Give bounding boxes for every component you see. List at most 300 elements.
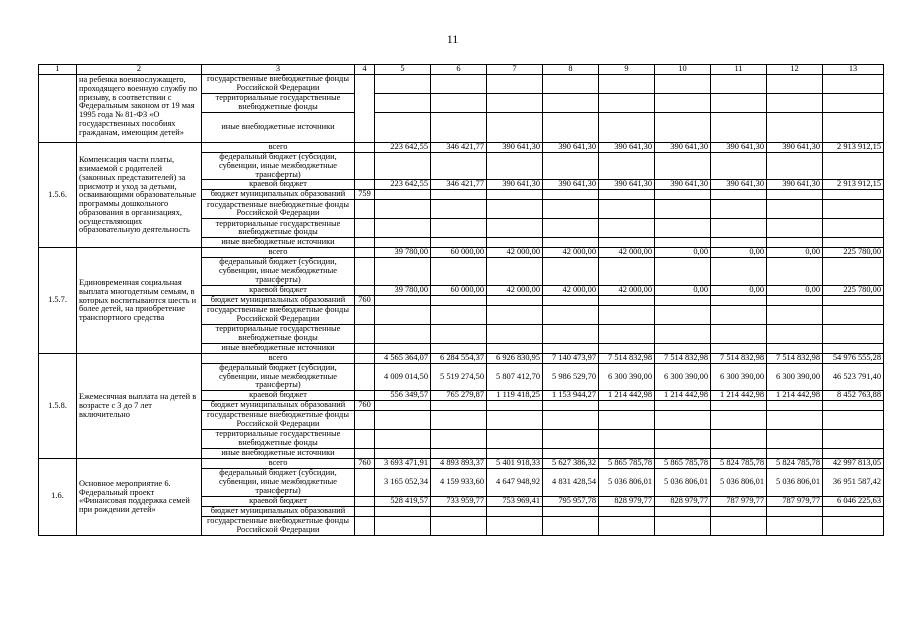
value-cell: [375, 449, 431, 459]
value-cell: 5 519 274,50: [431, 363, 487, 390]
value-cell: [375, 219, 431, 238]
value-cell: [599, 295, 655, 305]
value-cell: [711, 449, 767, 459]
value-cell: [431, 305, 487, 324]
code-cell: 760: [355, 295, 375, 305]
value-cell: [543, 516, 599, 535]
code-cell: [355, 248, 375, 258]
value-cell: [431, 75, 487, 94]
value-cell: 42 000,00: [599, 248, 655, 258]
funding-source: краевой бюджет: [202, 496, 355, 506]
value-cell: [655, 305, 711, 324]
value-cell: [543, 324, 599, 343]
value-cell: [711, 238, 767, 248]
value-cell: [487, 295, 543, 305]
value-cell: [655, 113, 711, 143]
header-cell: 5: [375, 65, 431, 75]
item-number: 1.6.: [39, 459, 77, 535]
code-cell: [355, 506, 375, 516]
header-cell: 9: [599, 65, 655, 75]
value-cell: [487, 324, 543, 343]
funding-source: краевой бюджет: [202, 391, 355, 401]
total-cell: [823, 411, 884, 430]
value-cell: [431, 190, 487, 200]
value-cell: [543, 401, 599, 411]
funding-source: государственные внебюджетные фонды Российской Федерации: [202, 75, 355, 94]
value-cell: 223 642,55: [375, 143, 431, 153]
value-cell: [431, 411, 487, 430]
value-cell: 42 000,00: [599, 285, 655, 295]
header-cell: 2: [77, 65, 202, 75]
item-description: Компенсация части платы, взимаемой с родителей (законных представителей) за присмотр и уход за детьми, осваивающими образовательные программы дошкольного образования в организациях, осуществляющих образовательную деятельность: [77, 143, 202, 248]
value-cell: [599, 305, 655, 324]
budget-table: [38, 64, 884, 536]
value-cell: 390 641,30: [543, 143, 599, 153]
value-cell: 0,00: [711, 248, 767, 258]
total-cell: 54 976 555,28: [823, 353, 884, 363]
value-cell: 390 641,30: [711, 143, 767, 153]
value-cell: [431, 430, 487, 449]
funding-source: бюджет муниципальных образований: [202, 295, 355, 305]
value-cell: 7 514 832,98: [767, 353, 823, 363]
funding-source: краевой бюджет: [202, 285, 355, 295]
value-cell: [487, 506, 543, 516]
code-cell: [355, 343, 375, 353]
total-cell: [823, 516, 884, 535]
value-cell: [599, 506, 655, 516]
value-cell: [431, 449, 487, 459]
value-cell: 6 300 390,00: [767, 363, 823, 390]
value-cell: [711, 153, 767, 180]
total-cell: [823, 506, 884, 516]
total-cell: 42 997 813,05: [823, 459, 884, 469]
value-cell: [487, 430, 543, 449]
value-cell: [711, 516, 767, 535]
value-cell: [431, 113, 487, 143]
code-cell: [355, 238, 375, 248]
value-cell: [767, 153, 823, 180]
value-cell: 828 979,77: [599, 496, 655, 506]
value-cell: 346 421,77: [431, 143, 487, 153]
value-cell: [655, 411, 711, 430]
value-cell: [543, 295, 599, 305]
value-cell: [375, 324, 431, 343]
value-cell: 6 300 390,00: [655, 363, 711, 390]
value-cell: [487, 94, 543, 113]
value-cell: 39 780,00: [375, 248, 431, 258]
value-cell: [823, 94, 884, 113]
value-cell: 0,00: [711, 285, 767, 295]
value-cell: [711, 401, 767, 411]
value-cell: 4 831 428,54: [543, 469, 599, 496]
value-cell: [487, 219, 543, 238]
value-cell: 753 969,41: [487, 496, 543, 506]
total-cell: [823, 343, 884, 353]
value-cell: 7 140 473,97: [543, 353, 599, 363]
value-cell: [767, 430, 823, 449]
code-cell: [355, 143, 375, 153]
value-cell: [487, 343, 543, 353]
code-cell: [355, 305, 375, 324]
value-cell: 6 300 390,00: [711, 363, 767, 390]
item-number: 1.5.6.: [39, 143, 77, 248]
funding-source: всего: [202, 143, 355, 153]
code-cell: 760: [355, 401, 375, 411]
value-cell: [823, 113, 884, 143]
value-cell: 7 514 832,98: [711, 353, 767, 363]
total-cell: [823, 258, 884, 285]
value-cell: [767, 295, 823, 305]
funding-source: бюджет муниципальных образований: [202, 506, 355, 516]
value-cell: 0,00: [655, 248, 711, 258]
total-cell: 225 780,00: [823, 248, 884, 258]
item-description: Ежемесячная выплата на детей в возрасте с 3 до 7 лет включительно: [77, 353, 202, 458]
funding-source: иные внебюджетные источники: [202, 113, 355, 143]
page-number: 11: [446, 32, 459, 46]
value-cell: [767, 343, 823, 353]
value-cell: 390 641,30: [655, 180, 711, 190]
header-cell: 10: [655, 65, 711, 75]
value-cell: 5 865 785,78: [599, 459, 655, 469]
funding-source: федеральный бюджет (субсидии, субвенции, иные межбюджетные трансферты): [202, 469, 355, 496]
value-cell: [487, 153, 543, 180]
value-cell: 5 036 806,01: [711, 469, 767, 496]
value-cell: 60 000,00: [431, 285, 487, 295]
value-cell: 42 000,00: [487, 285, 543, 295]
total-cell: [823, 200, 884, 219]
code-cell: [355, 324, 375, 343]
value-cell: 0,00: [767, 285, 823, 295]
value-cell: [375, 258, 431, 285]
value-cell: [487, 200, 543, 219]
total-cell: [823, 153, 884, 180]
code-cell: [355, 200, 375, 219]
value-cell: [599, 430, 655, 449]
value-cell: 390 641,30: [767, 143, 823, 153]
code-cell: [355, 411, 375, 430]
value-cell: 1 214 442,98: [599, 391, 655, 401]
funding-source: территориальные государственные внебюджетные фонды: [202, 94, 355, 113]
value-cell: [655, 324, 711, 343]
table-row: [39, 248, 884, 258]
value-cell: [655, 449, 711, 459]
value-cell: 39 780,00: [375, 285, 431, 295]
total-cell: [823, 401, 884, 411]
value-cell: [711, 506, 767, 516]
value-cell: [767, 75, 823, 94]
value-cell: 556 349,57: [375, 391, 431, 401]
value-cell: 4 565 364,07: [375, 353, 431, 363]
header-cell: 11: [711, 65, 767, 75]
funding-source: территориальные государственные внебюджетные фонды: [202, 430, 355, 449]
value-cell: 787 979,77: [711, 496, 767, 506]
funding-source: краевой бюджет: [202, 180, 355, 190]
value-cell: [711, 200, 767, 219]
code-cell: [355, 496, 375, 506]
value-cell: [711, 75, 767, 94]
value-cell: [375, 506, 431, 516]
total-cell: 2 913 912,15: [823, 180, 884, 190]
funding-source: всего: [202, 459, 355, 469]
value-cell: [767, 411, 823, 430]
value-cell: [543, 113, 599, 143]
value-cell: 528 419,57: [375, 496, 431, 506]
value-cell: 3 693 471,91: [375, 459, 431, 469]
value-cell: [655, 238, 711, 248]
value-cell: 42 000,00: [543, 285, 599, 295]
value-cell: [767, 200, 823, 219]
value-cell: [767, 238, 823, 248]
code-cell: [355, 285, 375, 295]
value-cell: 787 979,77: [767, 496, 823, 506]
value-cell: [655, 430, 711, 449]
total-cell: [823, 190, 884, 200]
value-cell: [599, 153, 655, 180]
total-cell: 225 780,00: [823, 285, 884, 295]
value-cell: 6 300 390,00: [599, 363, 655, 390]
total-cell: [823, 219, 884, 238]
value-cell: [655, 401, 711, 411]
table-row: [39, 75, 884, 94]
total-cell: [823, 238, 884, 248]
value-cell: [487, 258, 543, 285]
code-cell: 760: [355, 459, 375, 469]
header-cell: 8: [543, 65, 599, 75]
value-cell: [543, 343, 599, 353]
value-cell: 828 979,77: [655, 496, 711, 506]
value-cell: [767, 324, 823, 343]
item-number: 1.5.8.: [39, 353, 77, 458]
code-cell: [355, 153, 375, 180]
value-cell: [767, 258, 823, 285]
value-cell: [711, 94, 767, 113]
value-cell: 0,00: [767, 248, 823, 258]
value-cell: [375, 516, 431, 535]
value-cell: [599, 516, 655, 535]
code-cell: [355, 258, 375, 285]
value-cell: [599, 190, 655, 200]
value-cell: [711, 190, 767, 200]
value-cell: [543, 430, 599, 449]
value-cell: [375, 238, 431, 248]
value-cell: 390 641,30: [767, 180, 823, 190]
total-cell: 8 452 763,88: [823, 391, 884, 401]
value-cell: [767, 219, 823, 238]
funding-source: иные внебюджетные источники: [202, 238, 355, 248]
item-description: Основное мероприятие 6. Федеральный проект «Финансовая поддержка семей при рождении детей»: [77, 459, 202, 535]
value-cell: [431, 153, 487, 180]
funding-source: государственные внебюджетные фонды Российской Федерации: [202, 200, 355, 219]
value-cell: [599, 75, 655, 94]
value-cell: [375, 113, 431, 143]
funding-source: территориальные государственные внебюджетные фонды: [202, 219, 355, 238]
value-cell: [543, 258, 599, 285]
value-cell: 5 627 386,32: [543, 459, 599, 469]
code-cell: [355, 219, 375, 238]
value-cell: 4 159 933,60: [431, 469, 487, 496]
funding-source: бюджет муниципальных образований: [202, 401, 355, 411]
value-cell: [543, 190, 599, 200]
value-cell: [487, 305, 543, 324]
value-cell: 7 514 832,98: [599, 353, 655, 363]
value-cell: [543, 94, 599, 113]
value-cell: [711, 295, 767, 305]
value-cell: 390 641,30: [543, 180, 599, 190]
total-cell: 6 046 225,63: [823, 496, 884, 506]
table-row: [39, 143, 884, 153]
value-cell: [431, 94, 487, 113]
value-cell: [599, 401, 655, 411]
value-cell: [655, 94, 711, 113]
value-cell: [375, 94, 431, 113]
total-cell: [823, 305, 884, 324]
value-cell: 765 279,87: [431, 391, 487, 401]
value-cell: 390 641,30: [711, 180, 767, 190]
value-cell: [543, 305, 599, 324]
code-cell: [355, 469, 375, 496]
funding-source: территориальные государственные внебюджетные фонды: [202, 324, 355, 343]
value-cell: [431, 238, 487, 248]
value-cell: 390 641,30: [487, 143, 543, 153]
code-cell: [355, 449, 375, 459]
value-cell: 223 642,55: [375, 180, 431, 190]
value-cell: [543, 449, 599, 459]
value-cell: 4 009 014,50: [375, 363, 431, 390]
value-cell: [711, 411, 767, 430]
total-cell: 46 523 791,40: [823, 363, 884, 390]
value-cell: [487, 516, 543, 535]
value-cell: 1 214 442,98: [711, 391, 767, 401]
total-cell: [823, 295, 884, 305]
value-cell: [599, 411, 655, 430]
value-cell: 346 421,77: [431, 180, 487, 190]
value-cell: 390 641,30: [487, 180, 543, 190]
value-cell: [767, 449, 823, 459]
funding-source: бюджет муниципальных образований: [202, 190, 355, 200]
value-cell: 6 926 830,95: [487, 353, 543, 363]
value-cell: [711, 258, 767, 285]
value-cell: [375, 411, 431, 430]
value-cell: 5 807 412,70: [487, 363, 543, 390]
value-cell: [711, 324, 767, 343]
value-cell: 390 641,30: [655, 143, 711, 153]
value-cell: [487, 75, 543, 94]
funding-source: федеральный бюджет (субсидии, субвенции, иные межбюджетные трансферты): [202, 363, 355, 390]
value-cell: [655, 75, 711, 94]
funding-source: иные внебюджетные источники: [202, 449, 355, 459]
value-cell: 5 036 806,01: [767, 469, 823, 496]
value-cell: [543, 238, 599, 248]
value-cell: 42 000,00: [543, 248, 599, 258]
item-description: на ребенка военнослужащего, проходящего военную службу по призыву, в соответствии с Федеральным законом от 19 мая 1995 года № 81-ФЗ «О государственных пособиях гражданам, имеющим детей»: [77, 75, 202, 143]
code-cell: [355, 430, 375, 449]
total-cell: [823, 430, 884, 449]
funding-source: федеральный бюджет (субсидии, субвенции, иные межбюджетные трансферты): [202, 153, 355, 180]
value-cell: 6 284 554,37: [431, 353, 487, 363]
value-cell: 3 165 052,34: [375, 469, 431, 496]
value-cell: 5 824 785,78: [711, 459, 767, 469]
value-cell: 390 641,30: [599, 180, 655, 190]
code-cell: [355, 516, 375, 535]
value-cell: [431, 343, 487, 353]
item-description: Единовременная социальная выплата многодетным семьям, в которых воспитываются шесть и более детей, на приобретение транспортного средства: [77, 248, 202, 353]
value-cell: [375, 75, 431, 94]
value-cell: [543, 200, 599, 219]
value-cell: 5 036 806,01: [599, 469, 655, 496]
value-cell: [655, 200, 711, 219]
value-cell: 1 214 442,98: [767, 391, 823, 401]
value-cell: [655, 219, 711, 238]
value-cell: [655, 295, 711, 305]
value-cell: [599, 324, 655, 343]
value-cell: [487, 401, 543, 411]
value-cell: [375, 343, 431, 353]
value-cell: [767, 94, 823, 113]
value-cell: 4 647 948,92: [487, 469, 543, 496]
value-cell: 733 959,77: [431, 496, 487, 506]
code-cell: [355, 180, 375, 190]
value-cell: [711, 305, 767, 324]
value-cell: [767, 506, 823, 516]
value-cell: 390 641,30: [599, 143, 655, 153]
value-cell: 5 986 529,70: [543, 363, 599, 390]
value-cell: [711, 113, 767, 143]
value-cell: [655, 190, 711, 200]
value-cell: [599, 219, 655, 238]
value-cell: [599, 258, 655, 285]
value-cell: [375, 401, 431, 411]
value-cell: [767, 516, 823, 535]
value-cell: [431, 258, 487, 285]
value-cell: [375, 430, 431, 449]
funding-source: федеральный бюджет (субсидии, субвенции, иные межбюджетные трансферты): [202, 258, 355, 285]
header-cell: 7: [487, 65, 543, 75]
value-cell: [487, 113, 543, 143]
value-cell: [431, 324, 487, 343]
value-cell: [767, 190, 823, 200]
total-cell: 36 951 587,42: [823, 469, 884, 496]
value-cell: [767, 305, 823, 324]
header-cell: 13: [823, 65, 884, 75]
header-cell: 6: [431, 65, 487, 75]
value-cell: [767, 401, 823, 411]
value-cell: [543, 153, 599, 180]
item-number-cell: [39, 75, 77, 143]
value-cell: [431, 295, 487, 305]
table-row: [39, 459, 884, 469]
value-cell: [375, 295, 431, 305]
table-row: [39, 353, 884, 363]
value-cell: [487, 411, 543, 430]
value-cell: [655, 258, 711, 285]
value-cell: [375, 153, 431, 180]
value-cell: [599, 94, 655, 113]
value-cell: [431, 506, 487, 516]
value-cell: [375, 190, 431, 200]
header-cell: 1: [39, 65, 77, 75]
value-cell: [375, 305, 431, 324]
code-cell: [355, 353, 375, 363]
value-cell: [655, 343, 711, 353]
value-cell: [431, 516, 487, 535]
value-cell: [711, 219, 767, 238]
value-cell: 1 153 944,27: [543, 391, 599, 401]
value-cell: 0,00: [655, 285, 711, 295]
funding-source: всего: [202, 248, 355, 258]
value-cell: [431, 200, 487, 219]
value-cell: 5 824 785,78: [767, 459, 823, 469]
value-cell: 5 401 918,33: [487, 459, 543, 469]
